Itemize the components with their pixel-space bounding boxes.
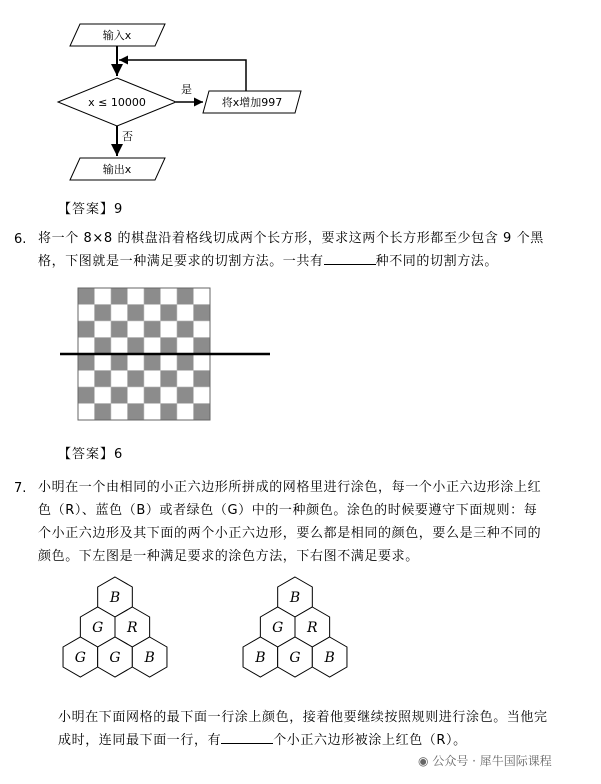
board-cell	[95, 404, 112, 421]
board-cell	[194, 371, 211, 388]
board-cell	[144, 305, 161, 322]
q7-line3: 个小正六边形及其下面的两个小正六边形，要么都是相同的颜色，要么是三种不同的	[38, 526, 542, 541]
q7-continuation	[58, 706, 588, 752]
hexagon-letter: R	[307, 620, 318, 636]
board-cell	[144, 354, 161, 371]
watermark	[418, 752, 552, 769]
q6-blank[interactable]	[324, 251, 376, 265]
board-cell	[78, 371, 95, 388]
board-cell	[111, 404, 128, 421]
output-label: 输出x	[102, 163, 132, 176]
q7-line5: 小明在下面网格的最下面一行涂上颜色，接着他要继续按照规则进行涂色。当他完	[58, 710, 548, 725]
q6-line1: 将一个 8×8 的棋盘沿着格线切成两个长方形，要求这两个长方形都至少包含 9 个黑	[38, 231, 544, 246]
board-cell	[144, 288, 161, 305]
board-cell	[128, 354, 145, 371]
board-cell	[144, 387, 161, 404]
board-cell	[111, 387, 128, 404]
hexagon-letter: G	[74, 650, 86, 666]
board-cell	[111, 288, 128, 305]
answer-6: 【答案】6	[58, 447, 124, 462]
condition-label: x ≤ 10000	[88, 96, 146, 109]
board-cell	[194, 354, 211, 371]
hex-grid-left	[50, 575, 180, 695]
board-cell	[177, 354, 194, 371]
increment-label: 将x增加997	[221, 96, 283, 109]
board-cell	[95, 338, 112, 355]
board-cell	[144, 321, 161, 338]
board-cell	[177, 305, 194, 322]
board-cell	[194, 321, 211, 338]
board-cell	[161, 354, 178, 371]
board-cell	[194, 404, 211, 421]
board-cell	[194, 387, 211, 404]
board-cell	[95, 305, 112, 322]
board-cell	[194, 305, 211, 322]
hexagon-letter: B	[144, 650, 155, 666]
board-cell	[111, 321, 128, 338]
board-cell	[177, 321, 194, 338]
q7-line6: 成时，连同最下面一行，有 个小正六边形被涂上红色（R）。	[58, 729, 588, 752]
board-cell	[161, 404, 178, 421]
answer-5: 【答案】9	[58, 202, 124, 217]
board-cell	[78, 404, 95, 421]
board-cell	[128, 338, 145, 355]
board-cell	[161, 288, 178, 305]
hexagon-letter: B	[324, 650, 335, 666]
board-cell	[177, 404, 194, 421]
hexagon-letter: G	[289, 650, 301, 666]
board-cell	[78, 338, 95, 355]
board-cell	[78, 387, 95, 404]
board-cell	[177, 387, 194, 404]
board-cell	[78, 305, 95, 322]
hexagon-letter: G	[92, 620, 104, 636]
board-cell	[161, 321, 178, 338]
hexagon-letter: B	[289, 590, 301, 606]
q7-line1: 小明在一个由相同的小正六边形所拼成的网格里进行涂色，每一个小正六边形涂上红	[38, 480, 542, 495]
board-cell	[161, 338, 178, 355]
board-cell	[177, 371, 194, 388]
board-cell	[128, 371, 145, 388]
q6-line2: 格，下图就是一种满足要求的切割方法。一共有 种不同的切割方法。	[38, 250, 586, 273]
yes-label: 是	[181, 83, 192, 96]
q7-blank[interactable]	[221, 730, 273, 744]
board-cell	[161, 305, 178, 322]
board-cell	[78, 321, 95, 338]
watermark-text: 公众号 · 犀牛国际课程	[432, 754, 552, 768]
q7-line4: 颜色。下左图是一种满足要求的涂色方法，下右图不满足要求。	[38, 549, 419, 564]
board-cell	[111, 371, 128, 388]
input-label: 输入x	[102, 29, 132, 42]
hex-grid-right	[230, 575, 360, 695]
board-cell	[95, 288, 112, 305]
board-cell	[95, 387, 112, 404]
board-cell	[144, 338, 161, 355]
board-cell	[144, 371, 161, 388]
hexagon-letter: R	[127, 620, 138, 636]
board-cell	[111, 305, 128, 322]
board-cell	[111, 338, 128, 355]
hexagon-letter: B	[109, 590, 121, 606]
q6-number: 6.	[14, 232, 27, 247]
checkerboard	[60, 286, 270, 424]
wechat-icon: ◉	[418, 754, 429, 768]
board-cell	[194, 288, 211, 305]
board-cell	[78, 288, 95, 305]
q7-text	[38, 476, 586, 568]
board-cell	[128, 404, 145, 421]
board-cell	[177, 288, 194, 305]
q7-number: 7.	[14, 481, 27, 496]
board-cell	[128, 387, 145, 404]
board-cell	[194, 338, 211, 355]
board-cell	[95, 371, 112, 388]
q6-text	[38, 227, 586, 273]
board-cell	[128, 288, 145, 305]
flowchart	[0, 0, 601, 200]
board-cell	[177, 338, 194, 355]
board-cell	[128, 321, 145, 338]
no-label: 否	[122, 130, 133, 143]
hexagon-letter: G	[109, 650, 121, 666]
board-cell	[161, 371, 178, 388]
board-cell	[78, 354, 95, 371]
board-cell	[95, 321, 112, 338]
hexagon-letter: B	[255, 650, 266, 666]
board-cell	[128, 305, 145, 322]
board-cell	[161, 387, 178, 404]
board-cell	[111, 354, 128, 371]
hexagon-letter: G	[272, 620, 284, 636]
board-cell	[144, 404, 161, 421]
q7-line2: 色（R）、蓝色（B）或者绿色（G）中的一种颜色。涂色的时候要遵守下面规则：每	[38, 503, 538, 518]
board-cell	[95, 354, 112, 371]
